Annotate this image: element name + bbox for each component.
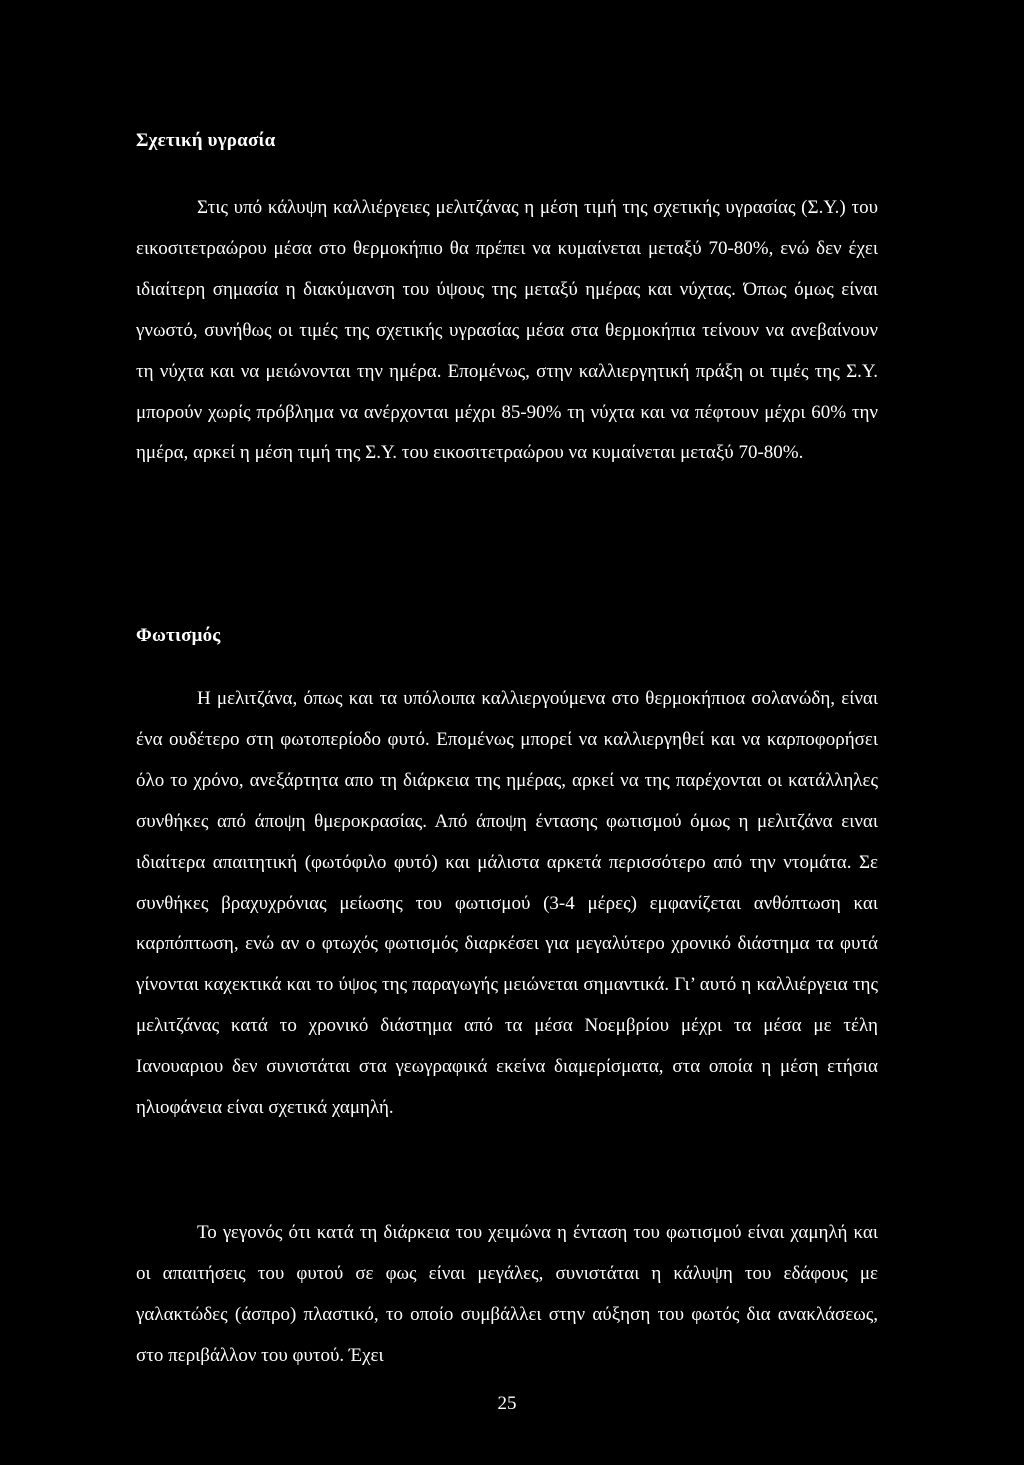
paragraph-lighting-1: Η μελιτζάνα, όπως και τα υπόλοιπα καλλιεργούμενα στο θερμοκήπιοα σολανώδη, είναι ένα ουδέτερο στη φωτοπερίοδο φυτό. Επομένως μπορεί να καλλιεργηθεί και να καρποφορήσει όλο το χρόνο, ανεξάρτητα απο τη διάρκεια της ημέρας, αρκεί να της παρέχονται οι κατάλληλες συνθήκες από άποψη θμεροκρασίας. Από άποψη έντασης φωτισμού όμως η μελιτζάνα ειναι ιδιαίτερα απαιτητική (φωτόφιλο φυτό) και μάλιστα αρκετά περισσότερο από την ντομάτα. Σε συνθήκες βραχυχρόνιας μείωσης του φωτισμού (3-4 μέρες) εμφανίζεται ανθόπτωση και καρπόπτωση, ενώ αν ο φτωχός φωτισμός διαρκέσει για μεγαλύτερο χρονικό διάστημα τα φυτά γίνονται καχεκτικά και το ύψος της παραγωγής μειώνεται σημαντικά. Γι’ αυτό η καλλιέργεια της μελιτζάνας κατά το χρονικό διάστημα από τα μέσα Νοεμβρίου μέχρι τα μέσα με τέλη Ιανουαριου δεν συνιστάται στα γεωγραφικά εκείνα διαμερίσματα, στα οποία η μέση ετήσια ηλιοφάνεια είναι σχετικά χαμηλή. (136, 688, 878, 1119)
paragraph-relative-humidity: Στις υπό κάλυψη καλλιέργειες μελιτζάνας η μέση τιμή της σχετικής υγρασίας (Σ.Υ.) του εικοσιτετραώρου μέσα στο θερμοκήπιο θα πρέπει να κυμαίνεται μεταξύ 70-80%, ενώ δεν έχει ιδιαίτερη σημασία η διακύμανση του ύψους της μεταξύ ημέρας και νύχτας. Όπως όμως είναι γνωστό, συνήθως οι τιμές της σχετικής υγρασίας μέσα στα θερμοκήπια τείνουν να ανεβαίνουν τη νύχτα και να μειώνονται την ημέρα. Επομένως, στην καλλιεργητική πράξη οι τιμές της Σ.Υ. μπορούν χωρίς πρόβλημα να ανέρχονται μέχρι 85-90% τη νύχτα και να πέφτουν μέχρι 60% την ημέρα, αρκεί η μέση τιμή της Σ.Υ. του εικοσιτετραώρου να κυμαίνεται μεταξύ 70-80%. (136, 197, 878, 464)
page-number: 25 (497, 1393, 517, 1414)
section-heading-relative-humidity: Σχετική υγρασία (136, 130, 276, 151)
section-heading-lighting: Φωτισμός (136, 625, 221, 646)
paragraph-lighting-2: Το γεγονός ότι κατά τη διάρκεια του χειμώνα η ένταση του φωτισμού είναι χαμηλή και οι απαιτήσεις του φυτού σε φως είναι μεγάλες, συνιστάται η κάλυψη του εδάφους με γαλακτώδες (άσπρο) πλαστικό, το οποίο συμβάλλει στην αύξηση του φωτός δια ανακλάσεως, στο περιβάλλον του φυτού. Έχει (136, 1222, 878, 1366)
document-page (136, 0, 878, 1465)
